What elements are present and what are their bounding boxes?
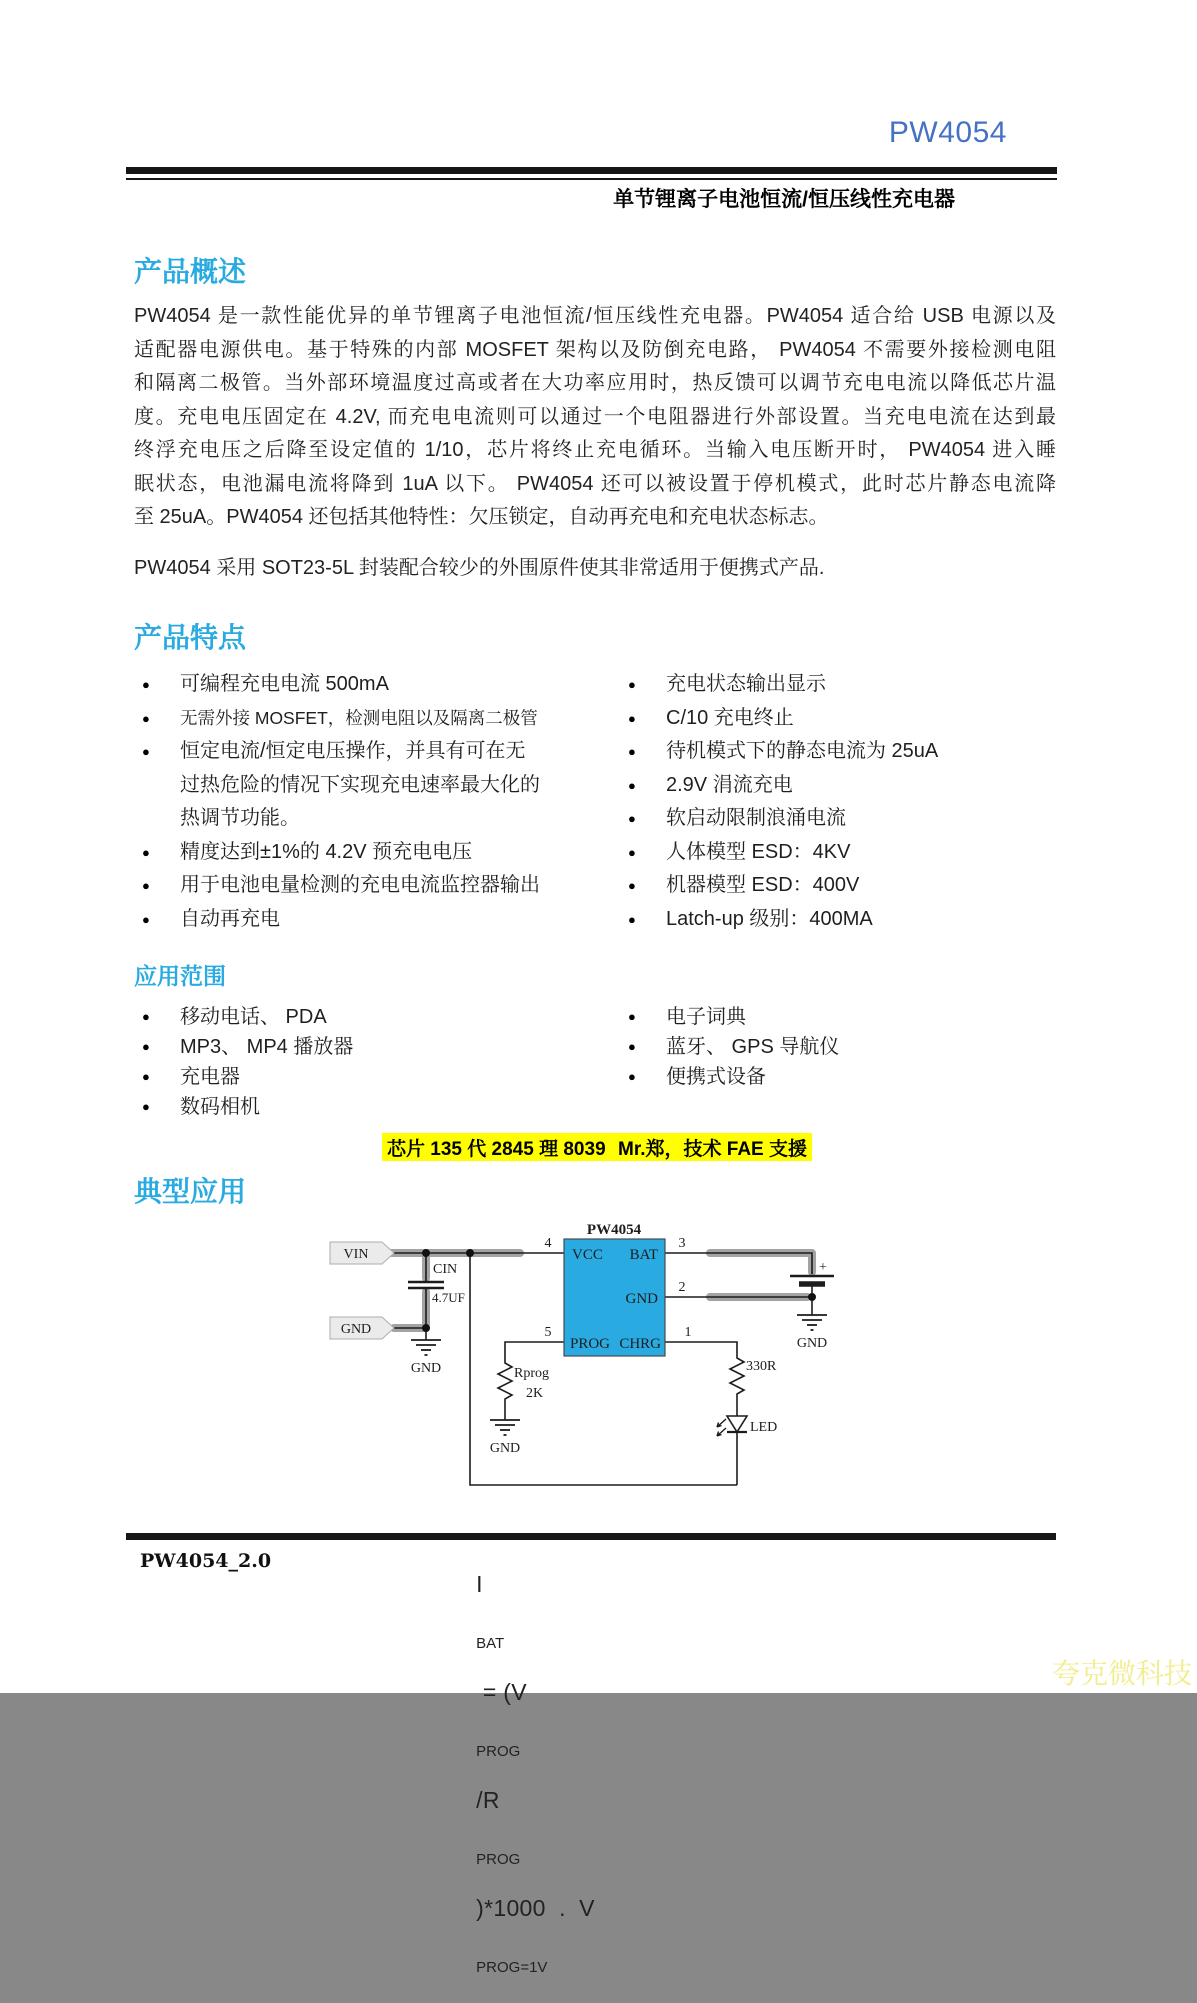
ground-symbol <box>411 1340 441 1355</box>
gnd-terminal <box>330 1317 394 1339</box>
overview-line: PW4054 是一款性能优异的单节锂离子电池恒流/恒压线性充电器。PW4054 适合给 USB 电源以及 <box>134 305 1056 327</box>
rprog-name-label: Rprog <box>514 1366 549 1381</box>
header-rule-thin <box>126 178 1057 180</box>
led-symbol <box>717 1416 777 1436</box>
bullet-icon: ● <box>142 677 150 692</box>
feature-text: 充电状态输出显示 <box>666 673 826 695</box>
feature-item <box>620 869 1056 903</box>
feature-item <box>620 702 1056 736</box>
battery-plus-sign: + <box>819 1260 827 1275</box>
application-item <box>134 1032 620 1062</box>
application-text: 电子词典 <box>666 1006 746 1028</box>
overview-line: 至 25uA。PW4054 还包括其他特性：欠压锁定，自动再充电和充电状态标志。 <box>134 506 829 528</box>
formula-segment: = (V <box>476 1679 527 1705</box>
vin-terminal <box>330 1242 394 1264</box>
bullet-icon: ● <box>628 744 636 759</box>
feature-item <box>134 836 620 870</box>
notice-right-text: Mr.郑，技术 FAE 支援 <box>618 1138 807 1160</box>
section-heading-overview: 产品概述 <box>134 256 247 287</box>
ground-symbol <box>797 1315 827 1330</box>
header-rule-thick <box>126 167 1057 174</box>
bullet-icon: ● <box>628 777 636 793</box>
package-note: PW4054 采用 SOT23-5L 封装配合较少的外围原件使其非常适用于便携式产品. <box>134 557 825 579</box>
gnd-terminal-label: GND <box>340 1322 372 1337</box>
feature-item <box>620 769 1056 803</box>
application-item <box>134 1092 620 1122</box>
ground-symbol <box>490 1420 520 1435</box>
application-item <box>620 1002 1056 1032</box>
pin-label-bat: BAT <box>629 1247 658 1263</box>
bullet-icon: ● <box>628 1039 636 1054</box>
bullet-icon: ● <box>628 1069 636 1084</box>
bullet-icon: ● <box>628 677 636 692</box>
bullet-icon: ● <box>142 1099 150 1114</box>
feature-text: 用于电池电量检测的充电电流监控器输出 <box>180 874 540 896</box>
pin-label-vcc: VCC <box>572 1247 603 1263</box>
notice-left-text: 芯片 135 代 2845 理 8039 <box>387 1138 606 1160</box>
application-text: MP3、 MP4 播放器 <box>180 1036 354 1058</box>
feature-text: 无需外接 MOSFET，检测电阻以及隔离二极管 <box>180 707 538 728</box>
pin-number-2: 2 <box>678 1280 686 1295</box>
formula-segment: PROG <box>476 1851 521 1868</box>
section-heading-typical-application: 典型应用 <box>134 1176 247 1207</box>
bullet-icon: ● <box>142 1009 150 1024</box>
overview-line: 眠状态，电池漏电流将降到 1uA 以下。 PW4054 还可以被设置于停机模式，此时芯片静态电流降 <box>134 472 1056 495</box>
feature-item <box>134 869 620 903</box>
bullet-icon: ● <box>628 811 636 826</box>
overview-line: 和隔离二极管。当外部环境温度过高或者在大功率应用时，热反馈可以调节充电电流以降低芯片温 <box>134 372 1056 394</box>
pin-number-4: 4 <box>544 1236 552 1251</box>
pin-number-5: 5 <box>544 1325 552 1340</box>
feature-text: 2.9V 涓流充电 <box>666 773 793 796</box>
page-title: PW4054 <box>888 116 1007 149</box>
feature-item <box>134 903 620 937</box>
features-list <box>134 668 1056 936</box>
section-heading-applications: 应用范围 <box>134 963 226 989</box>
feature-item <box>620 903 1056 937</box>
formula-segment: )*1000 . V <box>476 1895 595 1921</box>
ground-label-battery: GND <box>796 1336 828 1351</box>
application-text: 便携式设备 <box>666 1066 766 1088</box>
formula-segment: I <box>476 1571 483 1597</box>
pin-label-chrg: CHRG <box>619 1336 661 1352</box>
bullet-icon: ● <box>142 1069 150 1084</box>
pin-label-prog: PROG <box>570 1336 611 1352</box>
capacitor-cin <box>408 1262 465 1305</box>
ibat-formula <box>436 1490 595 2003</box>
formula-segment: /R <box>476 1787 500 1813</box>
pin-label-gnd: GND <box>625 1291 658 1307</box>
chip-name-label: PW4054 <box>586 1222 642 1238</box>
typical-application-schematic <box>320 1220 910 1500</box>
bullet-icon: ● <box>142 710 150 726</box>
pin-number-1: 1 <box>684 1325 692 1340</box>
watermark-text: 夸克微科技 <box>1052 1658 1193 1689</box>
overview-paragraph <box>134 300 1056 535</box>
bullet-icon: ● <box>628 1009 636 1024</box>
application-item <box>134 1002 620 1032</box>
feature-item <box>134 702 620 736</box>
features-left-column <box>134 668 620 936</box>
bullet-icon: ● <box>142 911 150 927</box>
bullet-icon: ● <box>628 710 636 726</box>
page-subtitle: 单节锂离子电池恒流/恒压线性充电器 <box>613 188 955 211</box>
feature-text: 机器模型 ESD：400V <box>666 874 860 896</box>
feature-item <box>620 668 1056 702</box>
applications-right-column <box>620 1002 1056 1122</box>
pw4054-chip <box>564 1222 665 1356</box>
feature-item <box>620 802 1056 836</box>
bullet-icon: ● <box>628 844 636 860</box>
feature-text: 精度达到±1%的 4.2V 预充电电压 <box>180 840 473 863</box>
feature-text: 自动再充电 <box>180 907 280 930</box>
bullet-icon: ● <box>628 911 636 927</box>
formula-segment: BAT <box>476 1635 505 1652</box>
feature-item <box>134 668 620 702</box>
led-resistor-label: 330R <box>746 1359 777 1374</box>
feature-text: Latch-up 级别：400MA <box>666 907 873 930</box>
applications-list <box>134 1002 1056 1122</box>
overview-line: 度。充电电压固定在 4.2V, 而充电电流则可以通过一个电阻器进行外部设置。当充电电流在达到最 <box>134 405 1056 428</box>
bullet-icon: ● <box>142 844 150 860</box>
feature-text: 待机模式下的静态电流为 25uA <box>666 740 939 762</box>
overview-line: 适配器电源供电。基于特殊的内部 MOSFET 架构以及防倒充电路， PW4054 不需要外接检测电阻 <box>134 338 1056 361</box>
feature-item <box>620 735 1056 769</box>
formula-segment: PROG <box>476 1743 521 1760</box>
bullet-icon: ● <box>142 1039 150 1054</box>
ground-label-input: GND <box>410 1361 442 1376</box>
application-item <box>620 1062 1056 1092</box>
pin-number-3: 3 <box>678 1236 686 1251</box>
features-right-column <box>620 668 1056 936</box>
application-text: 充电器 <box>180 1066 240 1088</box>
application-item <box>134 1062 620 1092</box>
document-version: PW4054_2.0 <box>140 1550 272 1572</box>
application-text: 蓝牙、 GPS 导航仪 <box>666 1036 840 1058</box>
application-text: 移动电话、 PDA <box>180 1006 327 1028</box>
section-heading-features: 产品特点 <box>134 622 247 653</box>
vin-terminal-label: VIN <box>343 1247 369 1262</box>
application-text: 数码相机 <box>180 1096 260 1118</box>
rprog-value-label: 2K <box>526 1386 544 1401</box>
cin-value-label: 4.7UF <box>432 1290 465 1305</box>
formula-segment: PROG=1V <box>476 1959 548 1976</box>
cin-name-label: CIN <box>433 1262 458 1277</box>
feature-text: 软启动限制浪涌电流 <box>666 807 846 829</box>
overview-line: 终浮充电压之后降至设定值的 1/10，芯片将终止充电循环。当输入电压断开时， PW4054 进入睡 <box>134 439 1056 461</box>
feature-text: C/10 充电终止 <box>666 706 794 729</box>
feature-text: 人体模型 ESD：4KV <box>666 840 851 863</box>
led-label: LED <box>750 1420 778 1435</box>
bullet-icon: ● <box>628 878 636 893</box>
bullet-icon: ● <box>142 744 150 759</box>
applications-left-column <box>134 1002 620 1122</box>
feature-text: 恒定电流/恒定电压操作，并具有可在无过热危险的情况下实现充电速率最大化的热调节功能。 <box>180 740 540 829</box>
footer-rule <box>126 1533 1056 1540</box>
feature-item <box>620 836 1056 870</box>
application-item <box>620 1032 1056 1062</box>
resistor-330r <box>730 1355 777 1397</box>
resistor-rprog <box>498 1360 549 1403</box>
feature-text: 可编程充电电流 500mA <box>180 673 389 695</box>
highlighted-contact-notice <box>382 1133 812 1161</box>
feature-item <box>134 735 620 836</box>
ground-label-rprog: GND <box>489 1441 521 1456</box>
bullet-icon: ● <box>142 878 150 893</box>
